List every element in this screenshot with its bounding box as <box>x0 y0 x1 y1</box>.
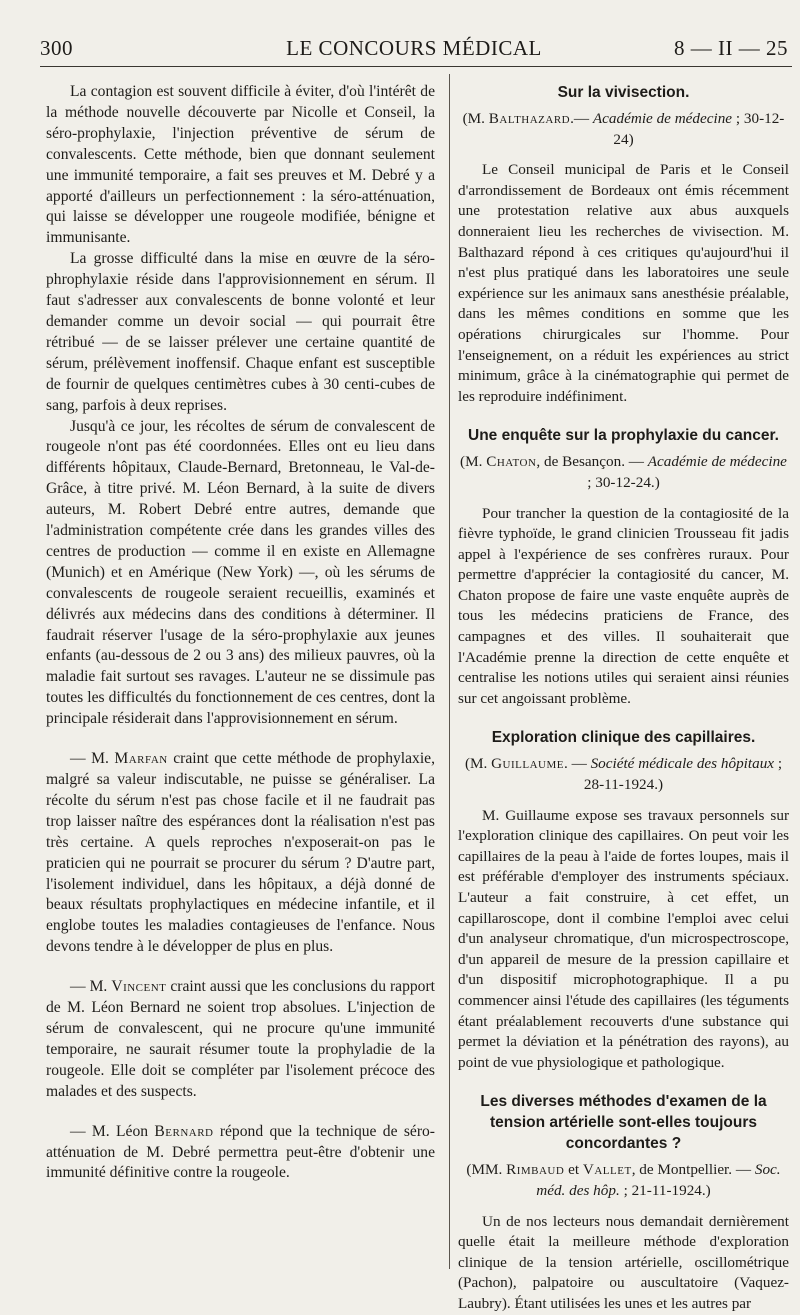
author-name: Vincent <box>111 978 167 996</box>
section-reference <box>458 109 789 150</box>
issue-date: 8 — II — 25 <box>674 36 788 60</box>
source: Société médicale des hôpitaux <box>590 755 775 773</box>
page-number: 300 <box>40 36 73 60</box>
paragraph: Pour trancher la question de la contagiosité de la fièvre typhoïde, le grand clinicien Trousseau fit jadis appel à l'expérience de ses confrères ruraux. Pour permettre d'apprécier la contagiosité du cancer, M. Chaton propose de faire une vaste enquête auprès de tous les médecins praticiens de France, des campagnes et des villes. Il souhaiterait que l'Académie prenne la direction de cette enquête et centralise les notions utiles qui seraient ainsi réunies sur cet angoissant problème. <box>458 504 789 707</box>
left-column <box>46 82 435 1184</box>
text: ; 30-12-24) <box>613 110 785 148</box>
author-name: Chaton <box>486 453 537 471</box>
text: , de Montpellier. — <box>631 1161 755 1179</box>
section-reference <box>458 452 789 493</box>
author-name: Marfan <box>114 750 168 768</box>
text: (M. <box>460 453 487 471</box>
text: , de Besançon. — <box>536 453 648 471</box>
paragraph-vincent <box>46 977 435 1102</box>
paragraph-bernard <box>46 1122 435 1185</box>
paragraph: La grosse difficulté dans la mise en œuvre de la séro-phrophylaxie réside dans l'approvisionnement en sérum. Il faut s'adresser aux convalescents de bonne volonté et leur demander comme un devoir social — qui pourrait être rétribué — de se laisser prélever une certaine quantité de sérum, prélèvement inoffensif. Chaque enfant est susceptible de fournir de quelques centimètres cubes à 30 centi-cubes de sang, parfois à deux reprises. <box>46 250 435 414</box>
text: .— <box>570 110 593 127</box>
text: et <box>564 1161 583 1179</box>
text: (MM. <box>466 1161 507 1179</box>
page-header <box>40 32 788 64</box>
text: — M. <box>70 978 112 996</box>
paragraph: La contagion est souvent difficile à éviter, d'où l'intérêt de la méthode nouvelle découverte par Nicolle et Conseil, la séro-prophylaxie, l'injection préventive de sérum de convalescents. Cette méthode, bien que donnant seulement une immunité temporaire, a fait ses preuves et M. Debré y a apporté d'ailleurs un perfectionnement : la séro-atténuation, qui laisse se développer une rougeole modifiée, bénigne et immunisante. <box>46 83 435 247</box>
text: (M. <box>464 755 492 773</box>
author-name: Guillaume <box>491 755 564 773</box>
paragraph: M. Guillaume expose ses travaux personnels sur l'exploration clinique des capillaires. On peut voir les capillaires de la peau à l'aide de fortes loupes, mais il est préférable d'employer des instruments spéciaux. L'auteur a fait construire, à cet effet, un capillaroscope, dont il combine l'emploi avec celui d'un analyseur chromatique, d'un microspectroscope, d'un appareil de mesure de la pression capillaire et d'un dispositif microphotographique. Il a pu commencer ainsi l'étude des capillaires (les téguments étant préalablement recouverts d'une substance qui permet la déviation et la pénétration des rayons), au point de vue physiologique et pathologique. <box>458 806 789 1071</box>
author-name: Balthazard <box>488 110 571 127</box>
section-title-capillaires: Exploration clinique des capillaires. <box>491 729 756 747</box>
section-title-cancer: Une enquête sur la prophylaxie du cancer. <box>468 427 779 445</box>
text: . — <box>564 755 591 773</box>
text: répond que la technique de séro-atténuation de M. Debré permettra peut-être d'obtenir une immunité définitive contre la rougeole. <box>46 1122 435 1182</box>
text: ; 30-12-24.) <box>587 473 660 491</box>
text: craint aussi que les conclusions du rapport de M. Léon Bernard ne soient trop absolues. L'injection de sérum de convalescent, qui ne procure qu'une immunité temporaire, ne saurait résumer toute la prophyladie de la rougeole. Elle doit se compléter par l'isolement précoce des malades et des suspects. <box>46 978 435 1100</box>
source: Académie de médecine <box>592 110 733 127</box>
text: — M. <box>70 750 115 768</box>
text: ; 28-11-1924.) <box>583 755 783 794</box>
source: Académie de médecine <box>647 453 787 471</box>
paragraph: Jusqu'à ce jour, les récoltes de sérum de convalescent de rougeole n'ont pas été coordonnées. Elles ont eu lieu dans différents hôpitaux, Claude-Bernard, Bretonneau, le Val-de-Grâce, à titre privé. M. Léon Bernard, à la suite de divers auteurs, M. Robert Debré entre autres, demande que l'administration compétente crée dans les grandes villes des centres de production — comme il en existe en Allemagne (Munich) et en Amérique (New York) —, où les sérums de convalescents de rougeole seraient recueillis, examinés et délivrés aux médecins dans des conditions à déterminer. Il faudrait réserver l'usage de la séro-prophylaxie aux jeunes enfants (au-dessous de 2 ou 3 ans) des milieux pauvres, où la maladie fait surtout ses ravages. L'auteur ne se dissimule pas toutes les difficultés du fonctionnement de ces centres, dont la principale résiderait dans l'approvisionnement en sérum. <box>46 417 435 728</box>
text: craint que cette méthode de prophylaxie, malgré sa valeur indiscutable, ne puisse se généraliser. La récolte du sérum n'est pas chose facile et il ne faudrait pas trop laisser naître des espérances dont la réalisation n'est pas très certaine. A quels reproches n'exposerait-on pas le praticien qui ne pourrait se procurer du sérum ? D'autre part, l'isolement individuel, dans les hôpitaux, a déjà donné de beaux résultats prophylactiques en médecine infantile, et il englobe toutes les maladies contagieuses de l'enfance. Nous devons tendre à le développer de plus en plus. <box>46 750 435 956</box>
section-title-tension: Les diverses méthodes d'examen de la tension artérielle sont-elles toujours concordantes ? <box>480 1093 767 1153</box>
header-rule <box>40 66 792 67</box>
author-name: Rimbaud <box>506 1161 565 1179</box>
text: — M. Léon <box>70 1122 155 1140</box>
source: Soc. méd. des hôp. <box>536 1161 781 1199</box>
right-column <box>458 82 789 1315</box>
journal-title: LE CONCOURS MÉDICAL <box>286 36 542 60</box>
section-title-vivisection: Sur la vivisection. <box>557 84 690 101</box>
author-name: Bernard <box>154 1122 214 1140</box>
paragraph: Le Conseil municipal de Paris et le Conseil d'arrondissement de Bordeaux ont émis récemment une protestation relative aux abus auxquels donneraient lieu les recherches de vivisection. M. Balthazard répond à ces critiques qu'aujourd'hui il n'est plus pratiqué dans les laboratoires une seule expérience sur les animaux sans anesthésie préalable, dans les mêmes conditions en somme que les opérations chirurgicales sur l'homme. Pour l'enseignement, on a réduit les expériences au strict minimum, grâce à la cinématographie qui permet de les reproduire indéfiniment. <box>458 161 789 405</box>
section-reference <box>458 754 789 795</box>
column-divider <box>449 74 450 1269</box>
text: (M. <box>462 110 489 127</box>
paragraph-marfan <box>46 749 435 958</box>
section-reference <box>458 1160 789 1201</box>
text: ; 21-11-1924.) <box>619 1181 711 1199</box>
paragraph: Un de nos lecteurs nous demandait dernièrement quelle était la meilleure méthode d'exploration clinique de la tension artérielle, oscillométrique (Pachon), palpatoire ou auscultatoire (Vaquez-Laubry). Étant utilisées les unes et les autres par <box>458 1212 789 1312</box>
author-name: Vallet <box>582 1161 632 1179</box>
